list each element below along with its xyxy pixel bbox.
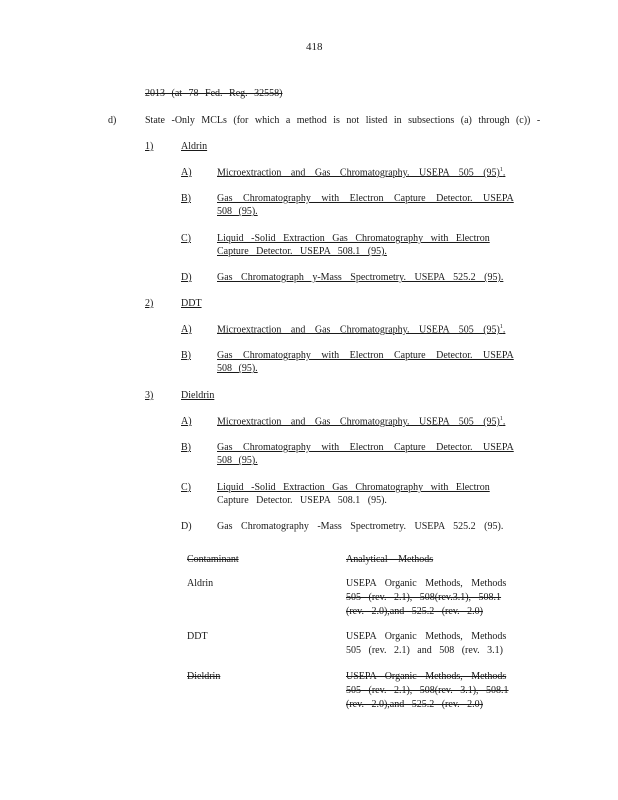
page-number: 418 bbox=[306, 41, 323, 53]
method-line: 508 (95). bbox=[217, 363, 258, 374]
table-cell-method: USEPA Organic Methods, Methods bbox=[346, 631, 507, 642]
table-cell-contaminant: DDT bbox=[187, 631, 208, 642]
table-cell-method: USEPA Organic Methods, Methods bbox=[346, 578, 507, 589]
method-line: Gas Chromatography with Electron Capture Detector. USEPA bbox=[217, 350, 514, 361]
table-cell-method: 505 (rev. 2.1) and 508 (rev. 3.1) bbox=[346, 645, 503, 656]
sub-letter: D) bbox=[181, 521, 192, 532]
sub-letter: C) bbox=[181, 233, 191, 244]
method-line: 508 (95). bbox=[217, 455, 258, 466]
table-header-contaminant: Contaminant bbox=[187, 554, 239, 565]
section-label: d) bbox=[108, 115, 117, 126]
section-text: State -Only MCLs (for which a method is not listed in subsections (a) through (c)) - bbox=[145, 115, 541, 126]
item-number: 3) bbox=[145, 390, 154, 401]
table-cell-method: (rev. 2.0),and 525.2 (rev. 2.0) bbox=[346, 699, 483, 710]
table-cell-contaminant: Aldrin bbox=[187, 578, 214, 589]
method-line: Microextraction and Gas Chromatography. USEPA 505 $(95)^1$. bbox=[217, 416, 506, 428]
table-cell-method: 505 (rev. 2.1), 508(rev. 3.1), 508.1 bbox=[346, 685, 509, 696]
sub-letter: B) bbox=[181, 193, 191, 204]
table-cell-method: 505 (rev. 2.1), 508(rev.3.1), 508.1 bbox=[346, 592, 502, 603]
method-line: Gas Chromatograph y-Mass Spectrometry. USEPA 525.2 (95). bbox=[217, 272, 504, 283]
method-line: 508 (95). bbox=[217, 206, 258, 217]
sub-letter: B) bbox=[181, 442, 191, 453]
method-line: Gas Chromatography with Electron Capture Detector. USEPA bbox=[217, 442, 514, 453]
table-cell-method: USEPA Organic Methods, Methods bbox=[346, 671, 507, 682]
method-line: Gas Chromatography with Electron Capture Detector. USEPA bbox=[217, 193, 514, 204]
item-name: Aldrin bbox=[181, 141, 208, 152]
method-line: Microextraction and Gas Chromatography. USEPA 505 $(95)^1$. bbox=[217, 324, 506, 336]
method-line: Capture Detector. USEPA 508.1 (95). bbox=[217, 246, 387, 257]
struck-citation: 2013 (at 78 Fed. Reg. 32558) bbox=[145, 88, 283, 99]
method-line: Gas Chromatography -Mass Spectrometry. USEPA 525.2 (95). bbox=[217, 521, 504, 532]
method-line: Liquid -Solid Extraction Gas Chromatography with Electron bbox=[217, 482, 490, 493]
method-line: Microextraction and Gas Chromatography. USEPA 505 $(95)^1$. bbox=[217, 167, 506, 179]
item-number: 1) bbox=[145, 141, 154, 152]
table-cell-contaminant: Dieldrin bbox=[187, 671, 221, 682]
method-line: Liquid -Solid Extraction Gas Chromatography with Electron bbox=[217, 233, 490, 244]
sub-letter: D) bbox=[181, 272, 192, 283]
sub-letter: B) bbox=[181, 350, 191, 361]
sub-letter: A) bbox=[181, 324, 192, 335]
sub-letter: A) bbox=[181, 416, 192, 427]
table-header-methods: Analytical Methods bbox=[346, 554, 434, 565]
method-line: Capture Detector. USEPA 508.1 (95). bbox=[217, 495, 387, 506]
item-name: DDT bbox=[181, 298, 202, 309]
table-cell-method: (rev. 2.0),and 525.2 (rev. 2.0) bbox=[346, 606, 483, 617]
sub-letter: C) bbox=[181, 482, 191, 493]
sub-letter: A) bbox=[181, 167, 192, 178]
item-number: 2) bbox=[145, 298, 154, 309]
item-name: Dieldrin bbox=[181, 390, 215, 401]
